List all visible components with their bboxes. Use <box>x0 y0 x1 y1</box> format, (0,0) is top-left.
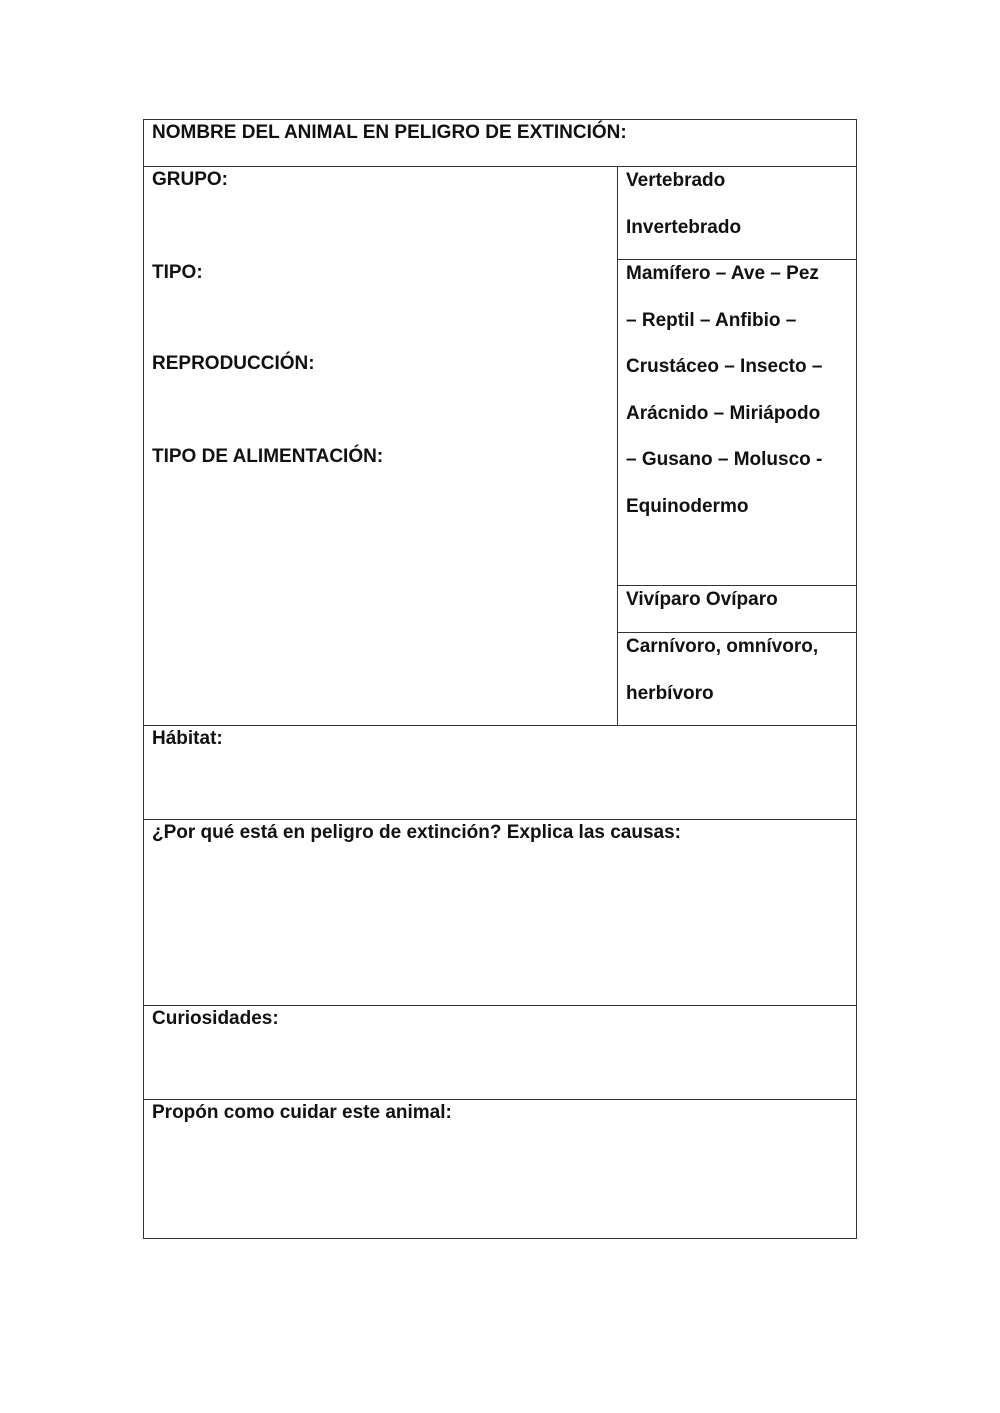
curiosities-label: Curiosidades: <box>152 1008 279 1029</box>
grupo-option-vertebrado: Vertebrado <box>626 170 726 191</box>
animal-name-label: NOMBRE DEL ANIMAL EN PELIGRO DE EXTINCIÓN: <box>152 122 627 143</box>
care-row <box>144 1100 856 1238</box>
classification-row <box>144 167 856 726</box>
curiosities-row <box>144 1006 856 1100</box>
causes-row <box>144 820 856 1006</box>
tipo-options-cell <box>618 260 856 586</box>
tipo-option-line-6: Equinodermo <box>626 495 749 517</box>
alimentacion-options-cell <box>618 633 856 726</box>
grupo-label: GRUPO: <box>152 169 228 190</box>
reproduccion-option-line-1: Vivíparo Ovíparo <box>626 589 778 610</box>
habitat-label: Hábitat: <box>152 728 223 749</box>
animal-form-table <box>143 119 857 1239</box>
alimentacion-option-line-2: herbívoro <box>626 682 714 704</box>
reproduccion-label: REPRODUCCIÓN: <box>152 353 315 374</box>
grupo-option-invertebrado: Invertebrado <box>626 216 742 238</box>
causes-label: ¿Por qué está en peligro de extinción? Explica las causas: <box>152 822 682 843</box>
care-label: Propón como cuidar este animal: <box>152 1102 452 1123</box>
classification-labels-column <box>144 167 618 726</box>
tipo-option-line-5: – Gusano – Molusco - <box>626 449 823 470</box>
alimentacion-option-line-1: Carnívoro, omnívoro, <box>626 636 819 657</box>
tipo-option-line-4: Arácnido – Miriápodo <box>626 402 821 424</box>
animal-name-row <box>144 120 856 167</box>
alimentacion-label: TIPO DE ALIMENTACIÓN: <box>152 446 384 467</box>
grupo-options-cell <box>618 167 856 260</box>
tipo-option-line-2: – Reptil – Anfibio – <box>626 309 797 331</box>
tipo-option-line-1: Mamífero – Ave – Pez <box>626 263 819 284</box>
tipo-label: TIPO: <box>152 262 203 283</box>
tipo-option-line-3: Crustáceo – Insecto – <box>626 356 823 377</box>
reproduccion-options-cell <box>618 586 856 633</box>
classification-options-column <box>618 167 856 726</box>
habitat-row <box>144 726 856 820</box>
